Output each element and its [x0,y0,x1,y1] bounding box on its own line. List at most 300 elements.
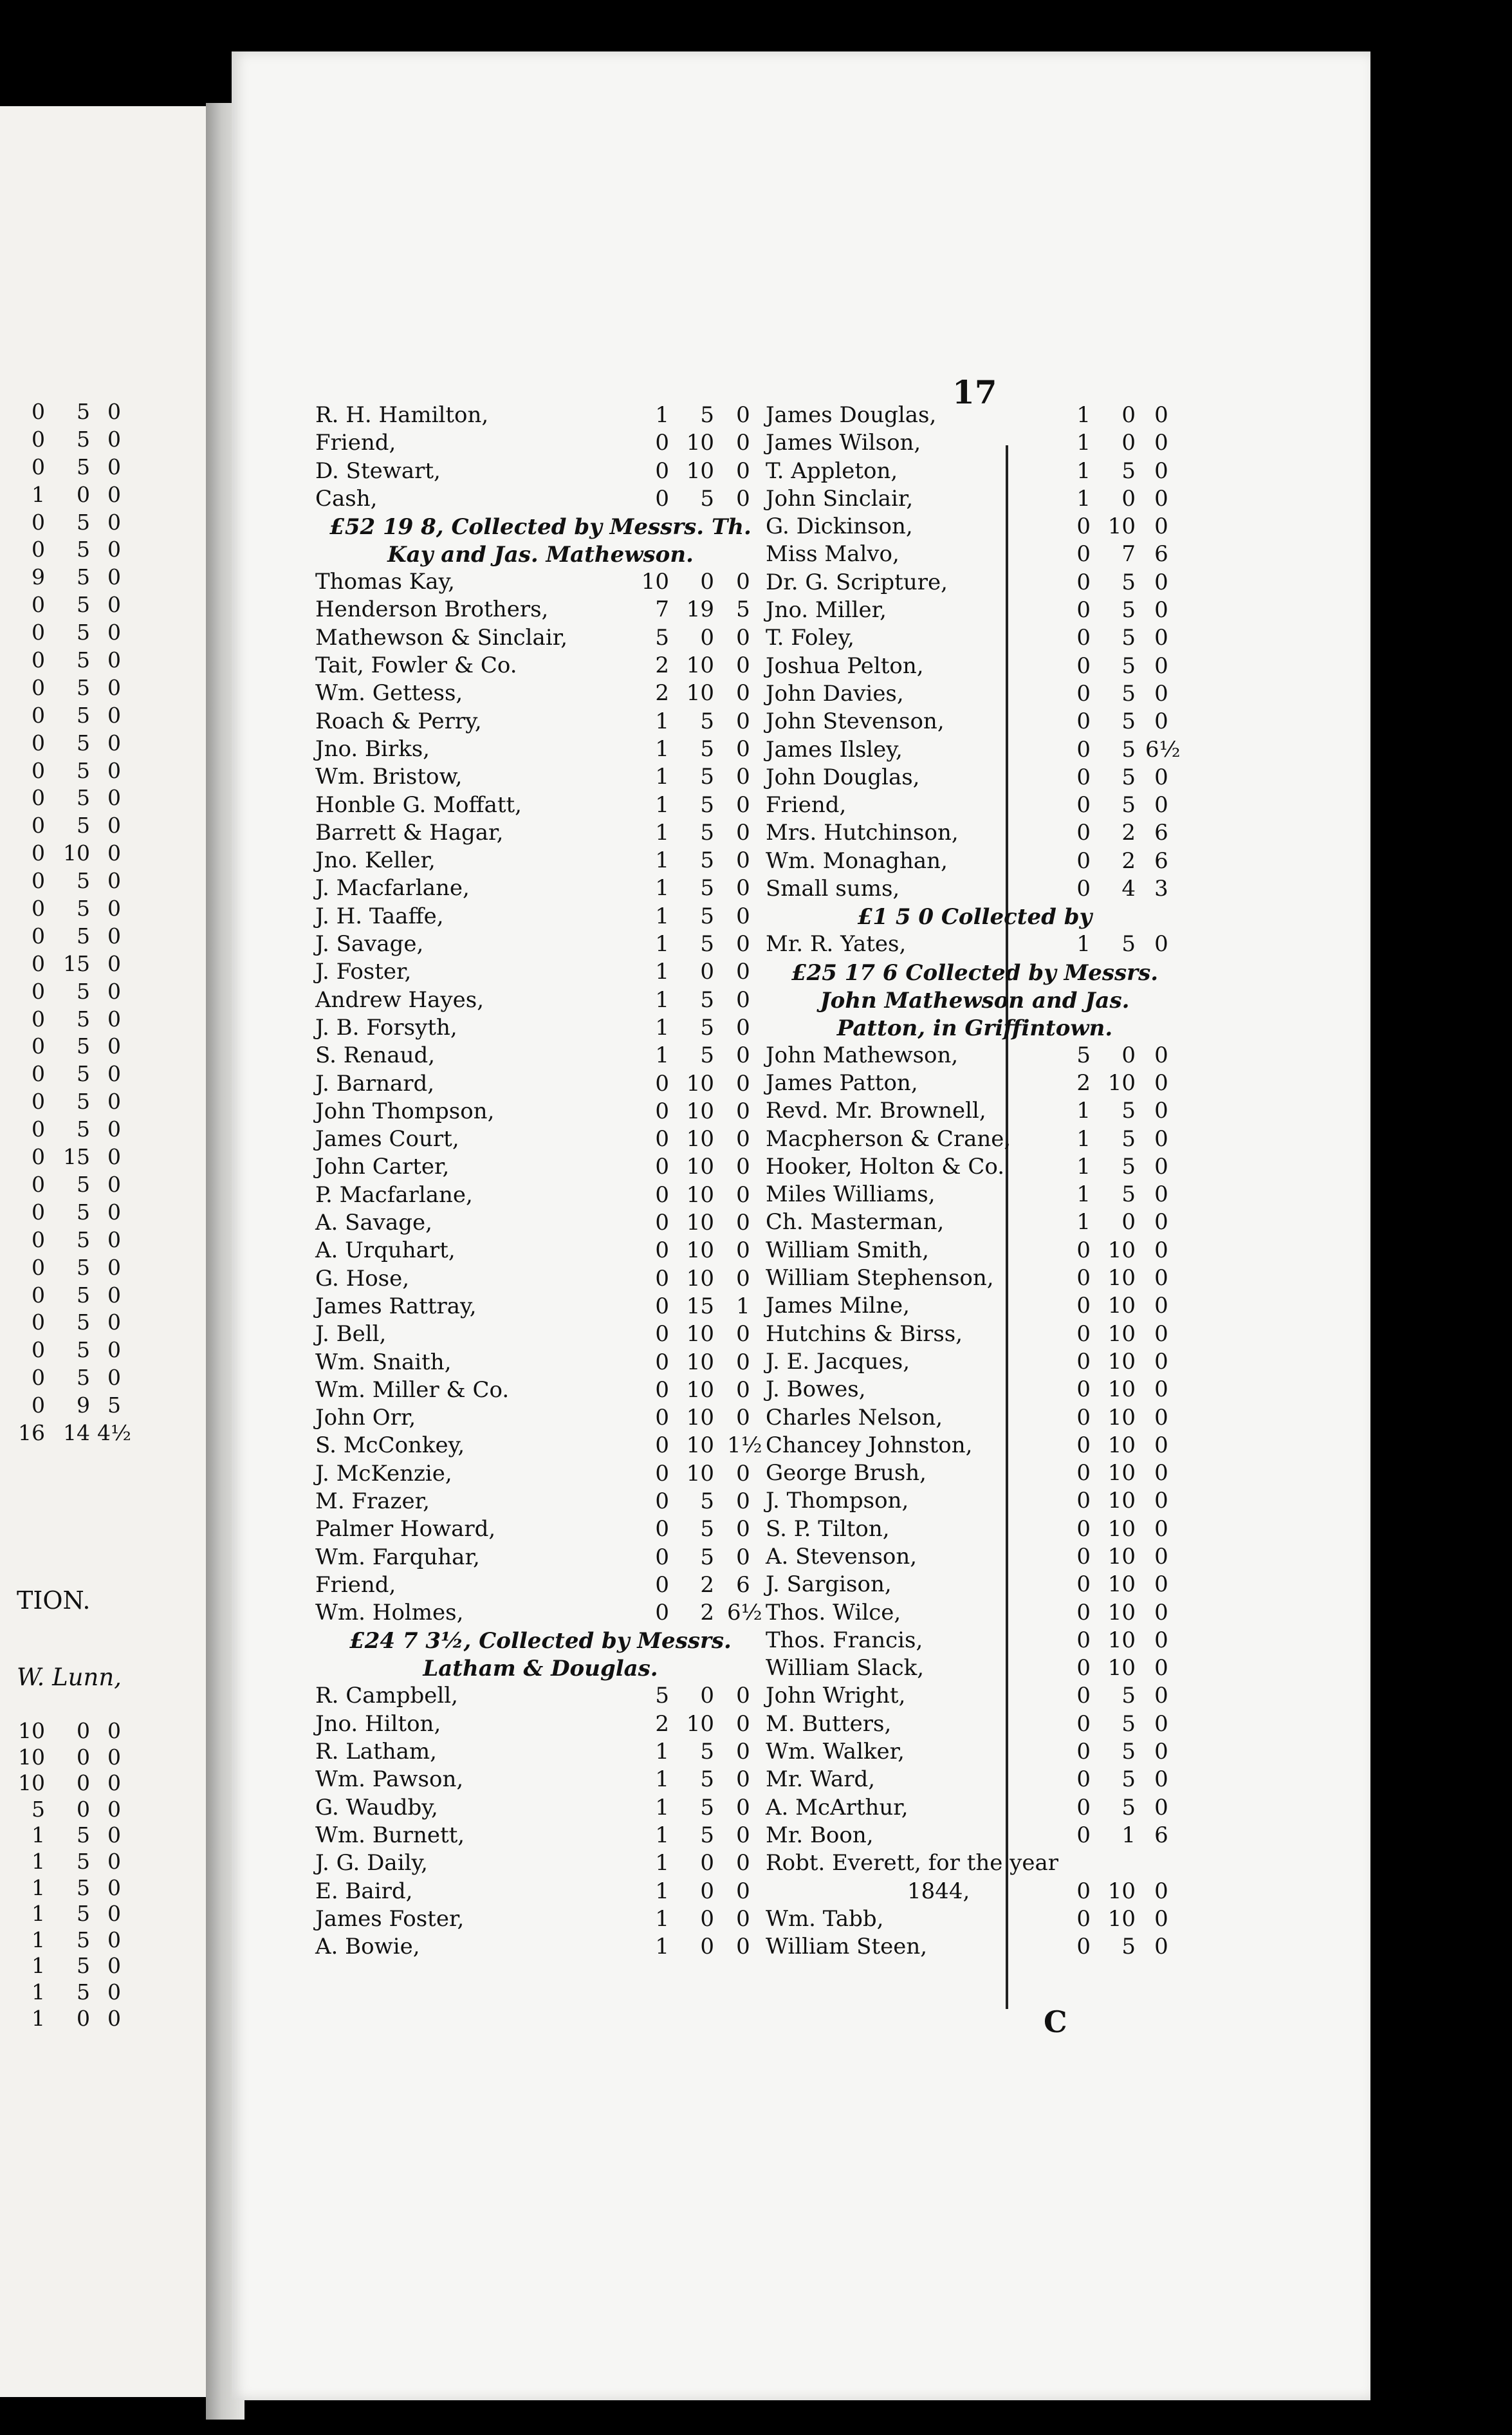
collection-heading: £24 7 3½, Collected by Messrs. Latham & Douglas. [349,1628,732,1682]
shillings: 5 [77,730,90,755]
subscriber-row [766,1460,1184,1488]
subscriber-name: Friend, [315,1571,396,1598]
shillings: 5 [77,702,90,728]
amount-row [0,923,219,951]
pounds: 5 [32,1796,45,1822]
pence: 0 [107,481,121,507]
subscriber-name: Dr. G. Scripture, [766,569,948,595]
amount-row [0,454,219,482]
subscriber-name: R. H. Hamilton, [315,402,489,428]
subscriber-row [315,486,766,514]
pounds: 0 [655,1516,669,1542]
pence: 0 [736,458,750,484]
subscriber-name: James Wilson, [766,430,921,456]
pence: 0 [1154,1905,1168,1932]
shillings: 0 [1121,1042,1136,1068]
subscriber-row [315,1739,766,1766]
subscriber-row [315,1544,766,1572]
subscriber-name: Andrew Hayes, [315,986,484,1013]
shillings: 0 [1121,402,1136,428]
subscriber-row [766,792,1184,820]
shillings: 5 [1121,625,1136,651]
pence: 0 [107,1227,121,1252]
pence: 0 [1154,1293,1168,1319]
shillings: 0 [1121,430,1136,456]
pence: 0 [1154,708,1168,735]
subscriber-row [766,458,1184,486]
collection-heading: £52 19 8, Collected by Messrs. Th. Kay and Jas. Mathewson. [329,514,751,568]
pounds: 0 [655,1460,669,1486]
subscriber-name: Ch. Masterman, [766,1209,945,1236]
pence: 0 [107,1199,121,1225]
subscriber-name: P. Macfarlane, [315,1181,473,1208]
shillings: 5 [1121,736,1136,763]
subscriber-row [766,1795,1184,1822]
subscriber-name: M. Butters, [766,1710,892,1737]
pence: 0 [107,1365,121,1391]
pence: 0 [1154,1320,1168,1347]
pence: 0 [107,1033,121,1059]
pence: 0 [736,402,750,428]
shillings: 5 [1121,931,1136,958]
amount-row [0,537,219,564]
subscriber-row [315,1878,766,1906]
subscriber-row [766,1627,1184,1655]
pence: 0 [107,1144,121,1170]
subscriber-row [315,1600,766,1627]
pounds: 0 [655,1405,669,1431]
pence: 0 [1154,1460,1168,1486]
collection-heading: £1 5 0 Collected by [857,904,1093,930]
pounds: 0 [32,454,45,479]
subscriber-row [766,1042,1184,1070]
subscriber-name: J. Savage, [315,931,424,958]
subscriber-row [315,1042,766,1070]
pence: 0 [107,923,121,949]
subscriber-name: A. Bowie, [315,1934,420,1960]
pounds: 0 [1076,1766,1091,1793]
subscriber-name: 1844, [907,1878,970,1904]
amount-row [0,758,219,786]
pounds: 0 [32,1033,45,1059]
amount-row [0,564,219,592]
pence: 0 [1154,1125,1168,1152]
shillings: 5 [700,931,714,958]
pence: 0 [1154,1042,1168,1068]
subscriber-row [315,1237,766,1265]
shillings: 15 [63,950,90,976]
shillings: 0 [77,1770,90,1796]
subscriber-name: Thomas Kay, [315,569,455,595]
pounds: 0 [1076,1599,1091,1625]
shillings: 2 [1121,847,1136,874]
pence: 0 [1154,1794,1168,1820]
pounds: 0 [1076,569,1091,595]
pounds: 2 [655,1710,669,1737]
subscriber-row [766,653,1184,681]
subscriber-row [315,1182,766,1210]
amount-row [0,675,219,703]
pence: 0 [736,1126,750,1153]
pounds: 0 [1076,514,1091,540]
pence: 0 [1154,792,1168,819]
amount-row [0,1797,219,1823]
pence: 0 [107,1171,121,1197]
pounds: 0 [655,458,669,484]
shillings: 5 [700,875,714,902]
subscriber-name: Barrett & Hagar, [315,819,504,846]
shillings: 0 [700,1934,714,1960]
pence: 0 [1154,1515,1168,1542]
shillings: 5 [700,847,714,874]
pounds: 0 [32,1282,45,1308]
subscriber-name: Chancey Johnston, [766,1432,973,1458]
subscriber-name: J. Foster, [315,959,412,985]
subscriber-row [766,1906,1184,1934]
pence: 0 [1154,1098,1168,1124]
shillings: 5 [1121,597,1136,624]
pence: 0 [736,903,750,929]
shillings: 5 [1121,569,1136,595]
pounds: 0 [32,950,45,976]
pounds: 0 [32,1144,45,1170]
subscriber-row [766,1850,1184,1878]
subscriber-row [766,1544,1184,1571]
pence: 0 [736,1405,750,1431]
pence: 0 [1154,402,1168,428]
pence: 0 [736,931,750,958]
amount-row [0,868,219,896]
shillings: 10 [1107,1376,1136,1403]
subscriber-name: Tait, Fowler & Co. [315,653,517,679]
shillings: 5 [77,647,90,673]
subscriber-name: Wm. Tabb, [766,1905,884,1932]
shillings: 5 [77,564,90,590]
pence: 0 [736,986,750,1013]
subscriber-row [766,764,1184,792]
subscriber-row [315,1572,766,1600]
pence: 0 [1154,1543,1168,1569]
subscriber-name: A. Urquhart, [315,1237,456,1264]
subscriber-row [315,1432,766,1460]
pence: 0 [107,1901,121,1927]
subscriber-name: J. Bowes, [766,1376,866,1403]
pence: 0 [736,680,750,707]
subscriber-name: William Stephenson, [766,1265,994,1292]
pounds: 0 [32,1365,45,1391]
pence: 0 [107,1822,121,1848]
shillings: 10 [1107,1599,1136,1625]
subscriber-name: A. Savage, [315,1210,432,1236]
pence: 0 [736,1710,750,1737]
amount-row [0,1745,219,1771]
pounds: 0 [32,1393,45,1418]
shillings: 10 [1107,1878,1136,1904]
pounds: 0 [1076,736,1091,763]
pence: 0 [736,1181,750,1208]
pounds: 0 [32,1061,45,1087]
pounds: 0 [32,674,45,700]
subscriber-row [315,1405,766,1432]
subscriber-row [315,625,766,653]
subscriber-row [315,931,766,959]
pounds: 0 [32,426,45,452]
pence: 0 [736,1460,750,1486]
subscriber-name: Small sums, [766,876,900,902]
subscriber-row [315,1906,766,1934]
pence: 6 [1154,820,1168,846]
amount-row [0,1901,219,1927]
shillings: 10 [686,1376,714,1403]
pence: 0 [107,1337,121,1363]
subscriber-row [315,903,766,931]
subscriber-row [315,1321,766,1349]
shillings: 4 [1121,876,1136,902]
signature-mark: C [1044,2004,1067,2039]
shillings: 5 [77,1822,90,1848]
subscriber-row [315,1822,766,1850]
pounds: 1 [655,1794,669,1820]
amount-row [0,592,219,620]
subscriber-name: G. Dickinson, [766,514,913,540]
pounds: 1 [32,1901,45,1927]
shillings: 0 [700,569,714,595]
pounds: 0 [32,1227,45,1252]
subscriber-name: James Court, [315,1126,459,1153]
amount-row [0,510,219,537]
pounds: 0 [655,1321,669,1347]
pounds: 0 [1076,1320,1091,1347]
pence: 6 [1154,541,1168,568]
subscriber-name: A. McArthur, [766,1794,908,1820]
subscriber-name: Wm. Walker, [766,1739,905,1765]
shillings: 5 [77,1927,90,1952]
subscriber-row [766,681,1184,708]
pence: 0 [1154,430,1168,456]
pounds: 0 [32,868,45,894]
pounds: 0 [1076,1376,1091,1403]
amount-row [0,1875,219,1902]
pounds: 1 [655,792,669,818]
pounds: 1 [1076,430,1091,456]
subscriber-name: Miss Malvo, [766,541,899,568]
shillings: 5 [77,1979,90,2004]
pence: 0 [736,485,750,512]
subscriber-row [766,486,1184,514]
shillings: 10 [686,430,714,456]
pence: 0 [736,1098,750,1124]
amount-row [0,1337,219,1365]
subscriber-name: Wm. Pawson, [315,1766,464,1793]
pounds: 0 [32,923,45,949]
shillings: 10 [686,1349,714,1375]
shillings: 10 [1107,1265,1136,1292]
pence: 0 [736,624,750,651]
shillings: 0 [77,481,90,507]
pence: 0 [736,569,750,595]
subscriber-row [766,1181,1184,1209]
pence: 0 [1154,569,1168,595]
subscriber-row [315,959,766,986]
pounds: 0 [655,1571,669,1598]
shillings: 10 [1107,1348,1136,1375]
shillings: 5 [700,792,714,818]
amount-row [0,1718,219,1745]
subscriber-name: G. Waudby, [315,1794,438,1820]
subscriber-name: R. Latham, [315,1739,437,1765]
pence: 0 [736,1544,750,1570]
pounds: 1 [655,875,669,902]
subscriber-name: Roach & Perry, [315,708,482,734]
shillings: 10 [686,1432,714,1459]
pounds: 0 [32,1006,45,1032]
subscriber-name: J. H. Taaffe, [315,903,444,929]
pounds: 0 [1076,1878,1091,1904]
subscriber-row [766,1516,1184,1544]
subscriber-name: Wm. Holmes, [315,1600,464,1626]
pence: 0 [107,1875,121,1900]
pence: 0 [736,1739,750,1765]
shillings: 10 [1107,1905,1136,1932]
pence: 6 [1154,847,1168,874]
pence: 0 [107,1953,121,1979]
subscriber-row [315,1850,766,1878]
pounds: 0 [655,1349,669,1375]
subscriber-name: J. Thompson, [766,1488,909,1514]
subscriber-row [315,820,766,847]
pounds: 1 [1076,931,1091,958]
subscriber-name: Macpherson & Crane, [766,1125,1011,1152]
pence: 0 [1154,1376,1168,1403]
shillings: 5 [77,1337,90,1363]
shillings: 10 [1107,1293,1136,1319]
pounds: 0 [32,1116,45,1142]
pence: 0 [1154,1209,1168,1236]
subscriber-row [315,1488,766,1516]
shillings: 5 [77,1006,90,1032]
shillings: 0 [77,1796,90,1822]
shillings: 5 [77,1061,90,1087]
pence: 5 [107,1393,121,1418]
pounds: 0 [1076,1627,1091,1653]
pence: 0 [1154,1265,1168,1292]
pounds: 0 [1076,1655,1091,1681]
pence: 0 [107,840,121,866]
subscriber-name: Wm. Bristow, [315,764,463,790]
subscriber-row [766,625,1184,653]
pence: 3 [1154,876,1168,902]
amount-row [0,896,219,923]
shillings: 0 [1121,1209,1136,1236]
shillings: 7 [1121,541,1136,568]
shillings: 10 [686,458,714,484]
subscriber-name: J. Bell, [315,1321,387,1347]
shillings: 10 [1107,1404,1136,1430]
pence: 0 [736,653,750,679]
amount-row [0,482,219,510]
pence: 0 [107,1979,121,2004]
subscriber-row [766,876,1184,903]
shillings: 10 [1107,1237,1136,1263]
subscriber-name: Mathewson & Sinclair, [315,624,568,651]
pence: 0 [107,674,121,700]
shillings: 10 [686,653,714,679]
shillings: 10 [686,1237,714,1264]
pounds: 1 [655,1934,669,1960]
pence: 0 [1154,1237,1168,1263]
pounds: 0 [1076,1543,1091,1569]
shillings: 5 [700,1488,714,1514]
subscriber-row [766,1237,1184,1265]
subscriber-row [315,1015,766,1042]
pounds: 1 [1076,485,1091,512]
subscriber-name: Wm. Monaghan, [766,847,948,874]
shillings: 5 [77,978,90,1004]
pounds: 0 [1076,1683,1091,1709]
pence: 0 [107,1282,121,1308]
subscriber-name: J. Barnard, [315,1070,435,1097]
pounds: 0 [32,785,45,811]
left-amounts-column-2 [0,1718,219,2032]
shillings: 10 [686,1070,714,1097]
shillings: 5 [77,620,90,645]
shillings: 5 [77,592,90,618]
pence: 0 [107,730,121,755]
amount-row [0,1033,219,1061]
pounds: 0 [1076,1710,1091,1737]
shillings: 10 [686,1098,714,1124]
shillings: 5 [700,1544,714,1570]
pence: 0 [736,1766,750,1793]
left-page-title: TION. [17,1586,91,1615]
subscriber-name: James Patton, [766,1069,918,1096]
subscriber-row [315,1711,766,1739]
amount-row [0,1006,219,1034]
subscriber-row [315,1795,766,1822]
pence: 0 [736,430,750,456]
shillings: 5 [77,1227,90,1252]
shillings: 0 [77,2005,90,2031]
shillings: 5 [700,1794,714,1820]
pounds: 1 [655,931,669,958]
subscriber-row [315,1266,766,1293]
subscriber-name: William Steen, [766,1934,928,1960]
subscriber-row [315,1071,766,1098]
shillings: 10 [686,1181,714,1208]
pounds: 10 [641,569,669,595]
pounds: 0 [1076,1934,1091,1960]
pounds: 5 [655,1683,669,1709]
pounds: 1 [655,986,669,1013]
pounds: 0 [32,702,45,728]
shillings: 10 [686,1710,714,1737]
subscriber-row [315,1934,766,1961]
pence: 0 [1154,1432,1168,1458]
shillings: 5 [1121,1934,1136,1960]
pounds: 0 [655,1600,669,1626]
subscription-column-1 [315,402,766,1961]
pounds: 0 [32,1337,45,1363]
subscriber-name: Palmer Howard, [315,1516,496,1542]
pence: 0 [107,978,121,1004]
shillings: 5 [1121,1710,1136,1737]
pence: 0 [1154,1878,1168,1904]
pounds: 1 [32,481,45,507]
shillings: 15 [686,1293,714,1319]
page-number: 17 [952,373,997,411]
shillings: 5 [700,903,714,929]
subscriber-name: Jno. Birks, [315,736,430,762]
